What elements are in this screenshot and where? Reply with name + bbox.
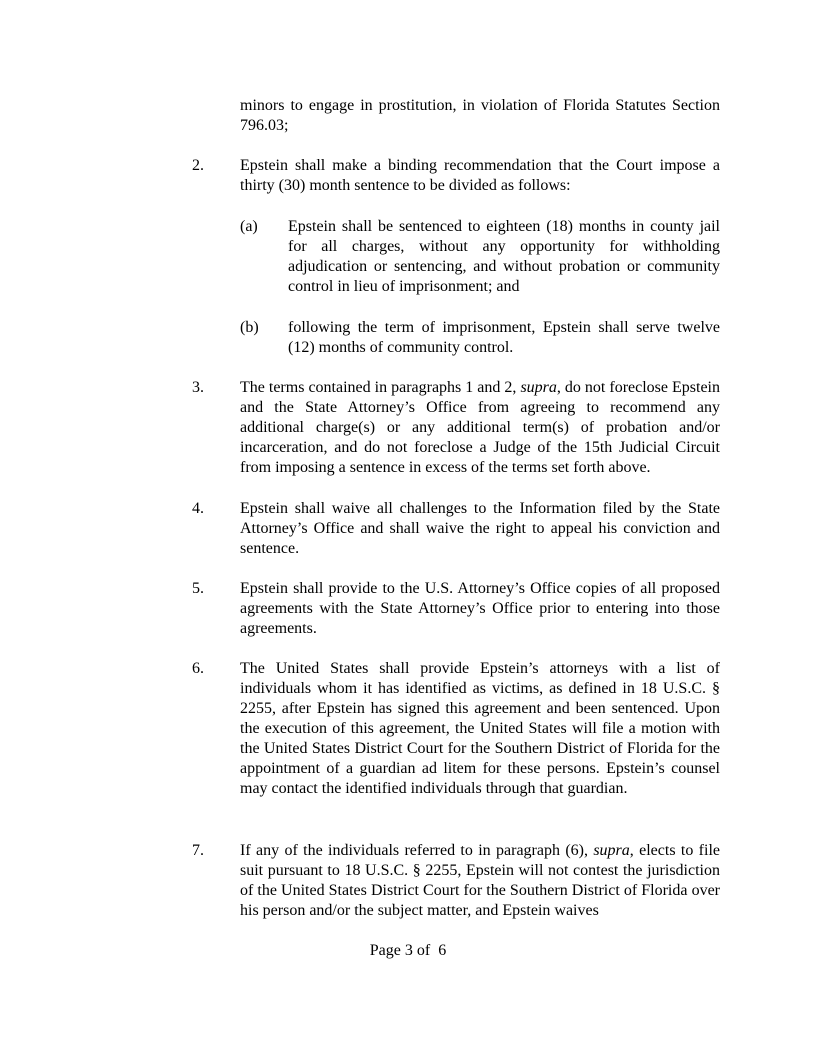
paragraph-number: 5. bbox=[192, 580, 204, 597]
paragraph-7 bbox=[192, 841, 720, 921]
page-number: Page 3 of 6 bbox=[369, 942, 447, 959]
paragraph-text bbox=[240, 378, 720, 478]
subitem-label: (a) bbox=[240, 218, 258, 235]
paragraph-4 bbox=[192, 499, 720, 559]
paragraph-text bbox=[240, 841, 720, 921]
paragraph-number: 3. bbox=[192, 379, 204, 396]
paragraph-number: 6. bbox=[192, 660, 204, 677]
text-segment: If any of the individuals referred to in paragraph (6), bbox=[240, 842, 594, 859]
italic-term: supra bbox=[520, 379, 557, 396]
subitem-text: Epstein shall be sentenced to eighteen (18) months in county jail for all charges, without any opportunity for withholding adjudication or sentencing, and without probation or community control in lieu of imprisonment; and bbox=[288, 218, 720, 295]
paragraph-number: 2. bbox=[192, 157, 204, 174]
text-segment: The terms contained in paragraphs 1 and 2, bbox=[240, 379, 521, 396]
text-segment: , elects to file suit pursuant to 18 U.S.C. § 2255, Epstein will not contest the jurisdiction of the United States District Court for the Southern District of Florida over his person and/or the subject matter, and Epstein waives bbox=[240, 842, 721, 919]
continuation-text: minors to engage in prostitution, in violation of Florida Statutes Section 796.03; bbox=[240, 97, 720, 134]
italic-term: supra bbox=[593, 842, 630, 859]
paragraph-number: 4. bbox=[192, 500, 204, 517]
paragraph-text: Epstein shall waive all challenges to the Information filed by the State Attorney’s Office and shall waive the right to appeal his conviction and sentence. bbox=[240, 500, 720, 557]
paragraph-text: Epstein shall provide to the U.S. Attorney’s Office copies of all proposed agreements with the State Attorney’s Office prior to entering into those agreements. bbox=[240, 580, 720, 637]
paragraph-3 bbox=[192, 378, 720, 478]
subitem-b bbox=[240, 318, 720, 358]
page-footer bbox=[0, 941, 816, 961]
subitem-text: following the term of imprisonment, Epstein shall serve twelve (12) months of community control. bbox=[288, 319, 720, 356]
subitem-a bbox=[240, 217, 720, 297]
paragraph-text: The United States shall provide Epstein’s attorneys with a list of individuals whom it has identified as victims, as defined in 18 U.S.C. § 2255, after Epstein has signed this agreement and been sentenced. Upon the execution of this agreement, the United States will file a motion with the United States District Court for the Southern District of Florida for the appointment of a guardian ad litem for these persons. Epstein’s counsel may contact the identified individuals through that guardian. bbox=[240, 660, 720, 797]
text-segment: , do not foreclose Epstein and the State Attorney’s Office from agreeing to recommend any additional charge(s) or any additional term(s) of probation and/or incarceration, and do not foreclose a Judge of the 15th Judicial Circuit from imposing a sentence in excess of the terms set forth above. bbox=[240, 379, 720, 476]
subitem-label: (b) bbox=[240, 319, 259, 336]
paragraph-2 bbox=[192, 156, 720, 196]
paragraph-6 bbox=[192, 659, 720, 799]
paragraph-number: 7. bbox=[192, 842, 204, 859]
paragraph-text: Epstein shall make a binding recommendation that the Court impose a thirty (30) month sentence to be divided as follows: bbox=[240, 157, 720, 194]
paragraph-5 bbox=[192, 579, 720, 639]
